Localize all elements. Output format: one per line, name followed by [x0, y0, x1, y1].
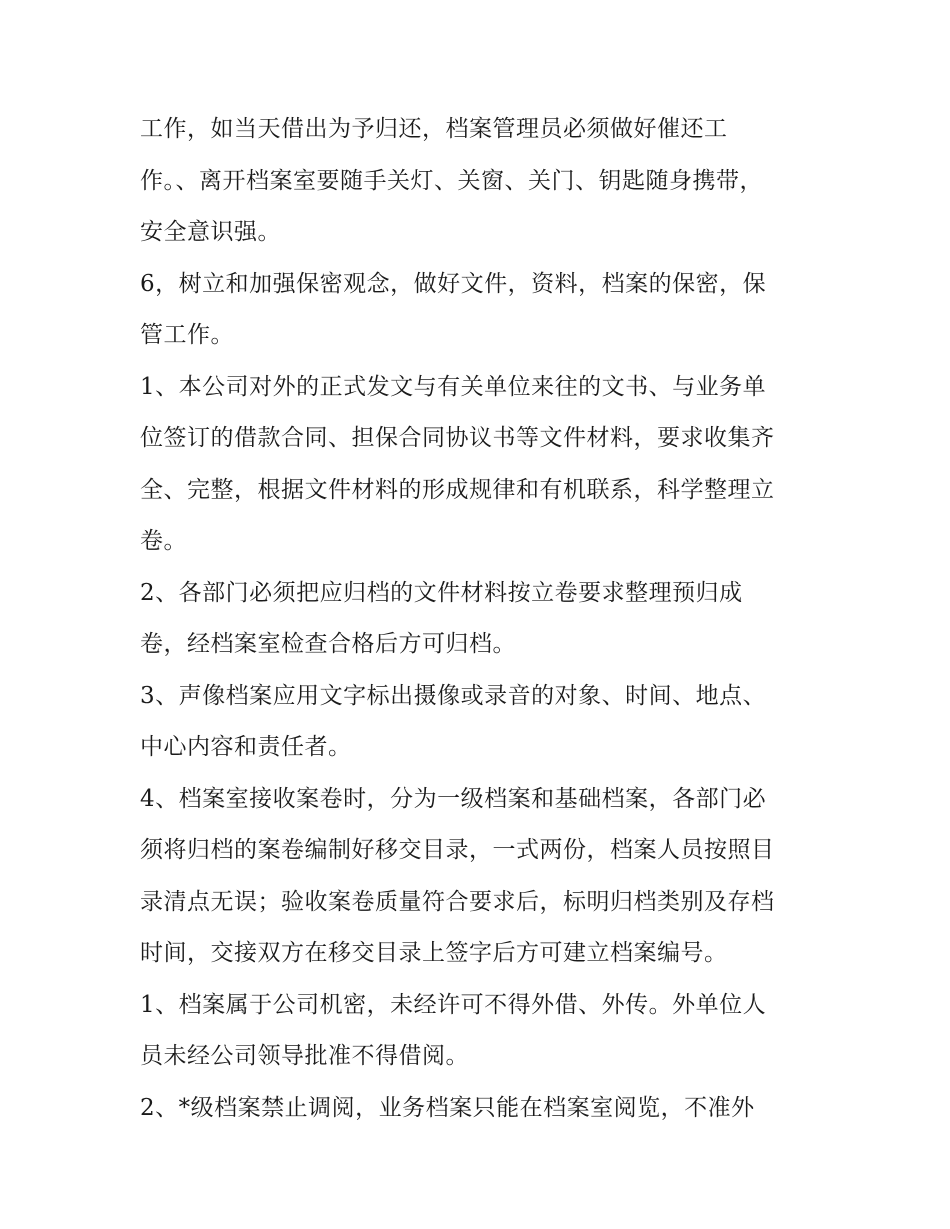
text-line: 卷。: [140, 528, 187, 554]
text-line: 1、档案属于公司机密，未经许可不得外借、外传。外单位人: [140, 991, 767, 1018]
paragraph-borrowing-rule-1: [140, 980, 830, 1083]
text-line: 管工作。: [140, 322, 234, 348]
paragraph-item-3-audiovisual: [140, 671, 830, 774]
text-line: 安全意识强。: [140, 219, 281, 245]
text-line: 工作，如当天借出为予归还，档案管理员必须做好催还工: [140, 116, 728, 142]
text-line: 4、档案室接收案卷时，分为一级档案和基础档案，各部门必: [140, 785, 767, 812]
text-line: 2、*级档案禁止调阅，业务档案只能在档案室阅览，不准外: [140, 1094, 755, 1121]
text-line: 1、本公司对外的正式发文与有关单位来往的文书、与业务单: [140, 373, 767, 400]
text-line: 位签订的借款合同、担保合同协议书等文件材料，要求收集齐: [140, 425, 775, 451]
text-line: 须将归档的案卷编制好移交目录，一式两份，档案人员按照目: [140, 837, 775, 863]
paragraph-item-1-collection: [140, 362, 830, 568]
paragraph-borrowing-rule-2: [140, 1083, 830, 1135]
paragraph-return-and-closing: [140, 104, 830, 259]
paragraph-item-2-filing: [140, 568, 830, 671]
text-line: 录清点无误；验收案卷质量符合要求后，标明归档类别及存档: [140, 888, 775, 915]
text-line: 卷，经档案室检查合格后方可归档。: [140, 631, 516, 657]
paragraph-confidentiality: [140, 259, 830, 362]
text-line: 中心内容和责任者。: [140, 734, 352, 760]
text-line: 6，树立和加强保密观念，做好文件，资料，档案的保密，保: [140, 270, 767, 297]
text-line: 员未经公司领导批准不得借阅。: [140, 1043, 469, 1069]
text-line: 2、各部门必须把应归档的文件材料按立卷要求整理预归成: [140, 579, 743, 606]
document-body: [140, 104, 830, 1134]
text-line: 3、声像档案应用文字标出摄像或录音的对象、时间、地点、: [140, 682, 767, 709]
text-line: 时间，交接双方在移交目录上签字后方可建立档案编号。: [140, 940, 728, 966]
text-line: 全、完整，根据文件材料的形成规律和有机联系，科学整理立: [140, 476, 775, 503]
paragraph-item-4-receiving: [140, 774, 830, 980]
text-line: 作。、离开档案室要随手关灯、关窗、关门、钥匙随身携带，: [140, 167, 763, 194]
